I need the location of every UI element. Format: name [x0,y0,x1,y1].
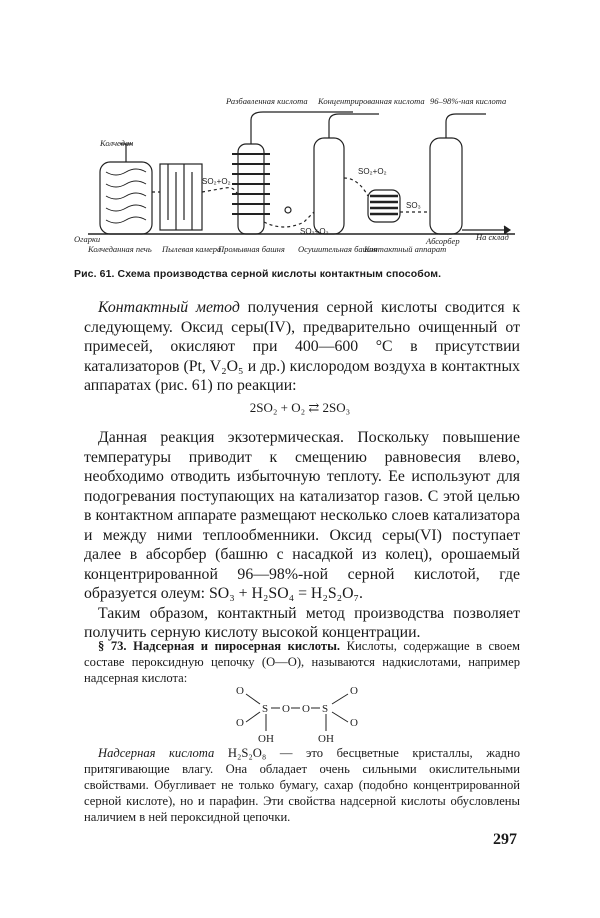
washing-tower [238,144,264,234]
label-cinders: Огарки [74,234,101,244]
paragraph-conclusion: Таким образом, контактный метод производства позволяет получить серную кислоту высокой концентрации. [84,604,520,641]
absorber [430,138,462,234]
paragraph-persulfuric-acid [84,745,520,825]
peroxodisulfuric-acid-structure [222,682,372,744]
section-73-intro [84,638,520,686]
struct-oh-left: OH [258,733,274,744]
paragraph-exothermic: Данная реакция экзотермическая. Поскольку повышение температуры приводит к смещению равновесия влево, необходимо отводить избыточную теплоту. Ее используют для подогревания поступающих на катализатор газов. С этой целью в контактном аппарате размещают несколько слоев катализатора и между ними теплообменники. Оксид серы(VI) поступает далее в абсорбер (башню с насадкой из колец), орошаемый концентрированной 96—98%-ной серной кислотой, где образуется олеум: SO₃ + H₂SO₄ = H₂S₂O₇. [84,429,520,602]
label-so2-o2-a: SO₂+O₂ [202,177,231,186]
struct-s-left: S [262,703,269,715]
struct-o1: O [282,703,290,715]
struct-o-bottom-left: O [236,717,244,729]
label-contact-apparatus: Контактный аппарат [364,244,447,254]
term-contact-method: Контактный метод [98,299,240,316]
struct-o-top-left: O [236,685,244,697]
main-text [84,298,520,396]
paragraph-persulfuric-acid-text: H₂S₂O₈ — это бесцветные кристаллы, жадно притягивающие влагу. Она обладает очень сильными окислительными свойствами. Обугливает не только бумагу, сахар (подобно концентрированной серной кислоте), но и парафин. Эти свойства надсерной кислоты обусловлены наличием в ней пероксидной цепочки. [84,746,520,824]
section-73-body [84,745,520,825]
label-drying-tower: Осушительная башня [298,244,378,254]
figure-caption: Рис. 61. Схема производства серной кислоты контактным способом. [74,268,442,280]
label-pyrite-furnace: Колчеданная печь [88,244,152,254]
label-to-storage: На склад [476,232,509,242]
production-scheme-diagram [60,92,550,260]
struct-o-bottom-right: O [350,717,358,729]
term-persulfuric-acid: Надсерная кислота [98,746,215,760]
equation-1: 2SO₂ + O₂ ⇄ 2SO₃ [249,400,351,415]
label-acid-96-98: 96–98%-ная кислота [430,96,507,106]
section-heading: § 73. Надсерная и пиросерная кислоты. [98,639,341,653]
label-absorber: Абсорбер [426,236,460,246]
main-text-2 [84,428,520,643]
drying-tower [314,138,344,234]
label-conc-acid: Концентрированная кислота [318,96,425,106]
struct-oh-right: OH [318,733,334,744]
section-intro-text: Кислоты, содержащие в своем составе пероксидную цепочку (О—О), называются надкислотами, например надсерная кислота: [84,639,521,685]
page-number: 297 [493,831,517,848]
struct-s-right: S [322,703,329,715]
paragraph-contact-method [84,298,520,396]
section-73 [84,638,520,686]
dust-chamber [160,164,202,230]
struct-o2: O [302,703,310,715]
label-dilute-acid: Разбавленная кислота [226,96,308,106]
label-so3: SO₃ [406,201,421,210]
paragraph-contact-method-text: получения серной кислоты сводится к следующему. Оксид серы(IV), предварительно очищенный от примесей, окисляют при 400—600 °C в присутствии катализаторов (Pt, V₂O₅ и др.) кислородом воздуха в контактных аппаратах (рис. 61) по реакции: [84,299,520,394]
label-dust-chamber: Пылевая камера [162,244,222,254]
struct-chain: S—O—O—S [222,682,228,683]
label-pyrite: Колчедан [100,138,134,148]
struct-o-top-right: O [350,685,358,697]
label-so2-o2-c: SO₂+O₂ [358,167,387,176]
label-so2-o2-b: SO₂+O₂ [300,227,329,236]
label-washing-tower: Промывная башня [218,244,285,254]
